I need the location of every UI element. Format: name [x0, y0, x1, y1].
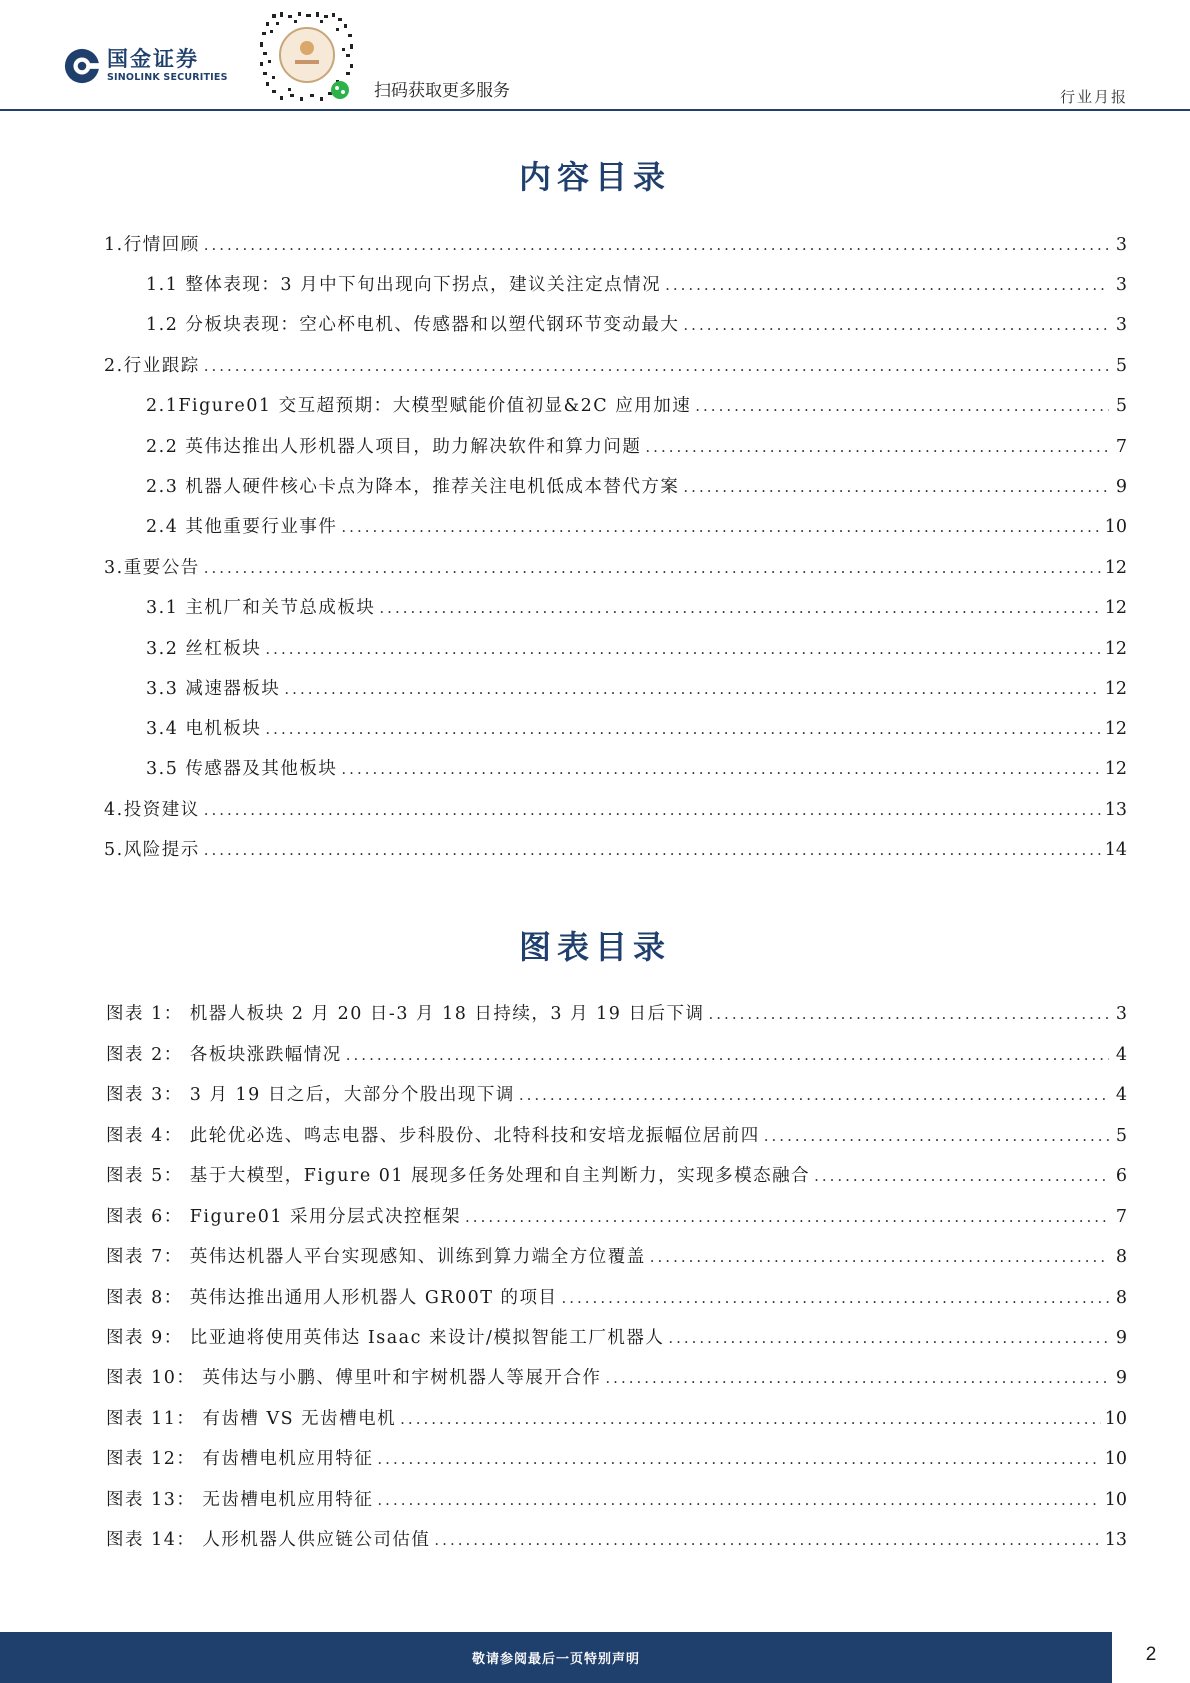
toc-entry-page: 12 [1104, 719, 1127, 739]
figure-entry[interactable] [106, 1243, 1127, 1269]
leader-dots [605, 1369, 1109, 1387]
figure-entry[interactable] [106, 1486, 1127, 1512]
leader-dots [519, 1086, 1109, 1104]
figure-entry[interactable] [106, 1203, 1127, 1229]
toc-entry-label: 3.重要公告 [104, 558, 200, 578]
toc-entry-label: 1.2 分板块表现：空心杯电机、传感器和以塑代钢环节变动最大 [146, 315, 680, 335]
report-type-label: 行业月报 [1059, 88, 1128, 106]
page-footer [0, 1632, 1190, 1683]
figure-entry-label: 图表 9： 比亚迪将使用英伟达 Isaac 来设计/模拟智能工厂机器人 [106, 1328, 665, 1348]
leader-dots [284, 680, 1100, 698]
leader-dots [377, 1450, 1100, 1468]
leader-dots [265, 720, 1100, 738]
leader-dots [341, 760, 1100, 778]
toc-entry[interactable] [146, 392, 1127, 418]
leader-dots [709, 1005, 1109, 1023]
toc-entry-label: 1.1 整体表现：3 月中下旬出现向下拐点，建议关注定点情况 [146, 275, 662, 295]
toc-entry[interactable] [146, 594, 1127, 620]
toc-entry-page: 3 [1115, 235, 1127, 255]
leader-dots [561, 1289, 1109, 1307]
toc-entry-label: 3.2 丝杠板块 [146, 639, 262, 659]
toc-entry[interactable] [104, 554, 1127, 580]
toc-entry-page: 3 [1115, 315, 1127, 335]
leader-dots [204, 559, 1101, 577]
toc-entry-page: 10 [1104, 517, 1127, 537]
toc-entry-label: 3.5 传感器及其他板块 [146, 759, 338, 779]
toc-entry-label: 3.4 电机板块 [146, 719, 262, 739]
figures-title: 图表目录 [518, 928, 671, 966]
toc-entry[interactable] [146, 311, 1127, 337]
leader-dots [204, 357, 1109, 375]
figure-entry-page: 9 [1115, 1368, 1127, 1388]
scan-for-service-text: 扫码获取更多服务 [374, 81, 510, 101]
figure-entry-page: 6 [1115, 1166, 1127, 1186]
toc-entry-label: 3.3 减速器板块 [146, 679, 281, 699]
figure-entry-page: 10 [1104, 1409, 1127, 1429]
toc-entry-page: 12 [1104, 679, 1127, 699]
page-header [0, 0, 1190, 112]
figure-entry-page: 7 [1115, 1207, 1127, 1227]
toc-entry-label: 3.1 主机厂和关节总成板块 [146, 598, 376, 618]
leader-dots [377, 1491, 1100, 1509]
toc-entry-page: 12 [1104, 558, 1127, 578]
toc-entry-label: 1.行情回顾 [104, 235, 200, 255]
toc-entry-page: 7 [1115, 437, 1127, 457]
figure-entry-page: 5 [1115, 1126, 1127, 1146]
toc-entry-label: 2.行业跟踪 [104, 356, 200, 376]
sinolink-logo-icon [63, 47, 101, 85]
figure-entry-page: 10 [1104, 1490, 1127, 1510]
figure-entry-label: 图表 3： 3 月 19 日之后，大部分个股出现下调 [106, 1085, 515, 1105]
figure-entry-label: 图表 8： 英伟达推出通用人形机器人 GR00T 的项目 [106, 1288, 558, 1308]
toc-entry-label: 2.2 英伟达推出人形机器人项目，助力解决软件和算力问题 [146, 437, 642, 457]
toc-entry[interactable] [146, 513, 1127, 539]
figure-entry-label: 图表 13： 无齿槽电机应用特征 [106, 1490, 374, 1510]
figure-entry-page: 3 [1115, 1004, 1127, 1024]
toc-entry-page: 9 [1115, 477, 1127, 497]
toc-entry-page: 14 [1104, 840, 1127, 860]
leader-dots [204, 236, 1109, 254]
figure-entry[interactable] [106, 1122, 1127, 1148]
toc-entry-page: 13 [1104, 800, 1127, 820]
leader-dots [665, 276, 1109, 294]
figure-entry[interactable] [106, 1081, 1127, 1107]
company-logo[interactable] [63, 47, 228, 85]
figure-entry-page: 10 [1104, 1449, 1127, 1469]
header-divider [0, 109, 1190, 111]
figure-entry-page: 4 [1115, 1045, 1127, 1065]
toc-entry-page: 3 [1115, 275, 1127, 295]
leader-dots [379, 599, 1100, 617]
toc-entry-label: 2.1Figure01 交互超预期：大模型赋能价值初显&2C 应用加速 [146, 396, 692, 416]
leader-dots [814, 1167, 1109, 1185]
toc-entry-page: 5 [1115, 396, 1127, 416]
figure-entry-label: 图表 2： 各板块涨跌幅情况 [106, 1045, 342, 1065]
leader-dots [434, 1531, 1100, 1549]
figure-entry-label: 图表 10： 英伟达与小鹏、傅里叶和宇树机器人等展开合作 [106, 1368, 602, 1388]
figure-entry-page: 9 [1115, 1328, 1127, 1348]
toc-entry[interactable] [146, 433, 1127, 459]
figure-entry-label: 图表 11： 有齿槽 VS 无齿槽电机 [106, 1409, 397, 1429]
leader-dots [346, 1046, 1109, 1064]
figure-entry-page: 4 [1115, 1085, 1127, 1105]
qr-code-icon[interactable] [258, 10, 356, 104]
contents-title: 内容目录 [518, 158, 671, 196]
toc-entry[interactable] [146, 675, 1127, 701]
leader-dots [668, 1329, 1109, 1347]
toc-entry-page: 5 [1115, 356, 1127, 376]
leader-dots [341, 518, 1100, 536]
toc-entry[interactable] [104, 836, 1127, 862]
figure-entry[interactable] [106, 1041, 1127, 1067]
leader-dots [764, 1127, 1109, 1145]
figure-entry[interactable] [106, 1000, 1127, 1026]
toc-entry[interactable] [146, 715, 1127, 741]
figure-entry-label: 图表 5： 基于大模型，Figure 01 展现多任务处理和自主判断力，实现多模态融合 [106, 1166, 811, 1186]
figure-entry-page: 8 [1115, 1247, 1127, 1267]
figure-entry-page: 8 [1115, 1288, 1127, 1308]
figure-entry[interactable] [106, 1324, 1127, 1350]
logo-en-text: SINOLINK SECURITIES [107, 72, 228, 84]
toc-entry[interactable] [104, 352, 1127, 378]
toc-entry-label: 5.风险提示 [104, 840, 200, 860]
footer-disclaimer[interactable]: 敬请参阅最后一页特别声明 [471, 1652, 640, 1667]
leader-dots [265, 640, 1100, 658]
leader-dots [400, 1410, 1101, 1428]
figure-entry-label: 图表 1： 机器人板块 2 月 20 日-3 月 18 日持续，3 月 19 日后下调 [106, 1004, 705, 1024]
page-number: 2 [1145, 1644, 1157, 1665]
leader-dots [683, 478, 1109, 496]
toc-entry[interactable] [104, 796, 1127, 822]
leader-dots [650, 1248, 1109, 1266]
figure-entry[interactable] [106, 1284, 1127, 1310]
logo-cn-text: 国金证券 [107, 47, 199, 72]
figure-entry[interactable] [106, 1405, 1127, 1431]
figure-entry[interactable] [106, 1162, 1127, 1188]
toc-entry[interactable] [146, 473, 1127, 499]
figure-entry[interactable] [106, 1445, 1127, 1471]
figure-entry-label: 图表 12： 有齿槽电机应用特征 [106, 1449, 374, 1469]
toc-entry[interactable] [104, 231, 1127, 257]
toc-entry-label: 4.投资建议 [104, 800, 200, 820]
toc-entry[interactable] [146, 755, 1127, 781]
leader-dots [695, 397, 1109, 415]
toc-entry-page: 12 [1104, 639, 1127, 659]
figure-entry[interactable] [106, 1526, 1127, 1552]
toc-entry[interactable] [146, 635, 1127, 661]
leader-dots [204, 801, 1101, 819]
figure-entry-page: 13 [1104, 1530, 1127, 1550]
leader-dots [204, 841, 1101, 859]
figure-entry-label: 图表 7： 英伟达机器人平台实现感知、训练到算力端全方位覆盖 [106, 1247, 646, 1267]
toc-entry[interactable] [146, 271, 1127, 297]
toc-entry-page: 12 [1104, 598, 1127, 618]
figure-entry-label: 图表 4： 此轮优必选、鸣志电器、步科股份、北特科技和安培龙振幅位居前四 [106, 1126, 760, 1146]
leader-dots [645, 438, 1109, 456]
toc-entry-label: 2.4 其他重要行业事件 [146, 517, 338, 537]
figure-entry-label: 图表 6： Figure01 采用分层式决控框架 [106, 1207, 462, 1227]
figure-entry-label: 图表 14： 人形机器人供应链公司估值 [106, 1530, 431, 1550]
toc-entry-page: 12 [1104, 759, 1127, 779]
toc-entry-label: 2.3 机器人硬件核心卡点为降本，推荐关注电机低成本替代方案 [146, 477, 680, 497]
leader-dots [465, 1208, 1109, 1226]
leader-dots [683, 316, 1109, 334]
figure-entry[interactable] [106, 1364, 1127, 1390]
